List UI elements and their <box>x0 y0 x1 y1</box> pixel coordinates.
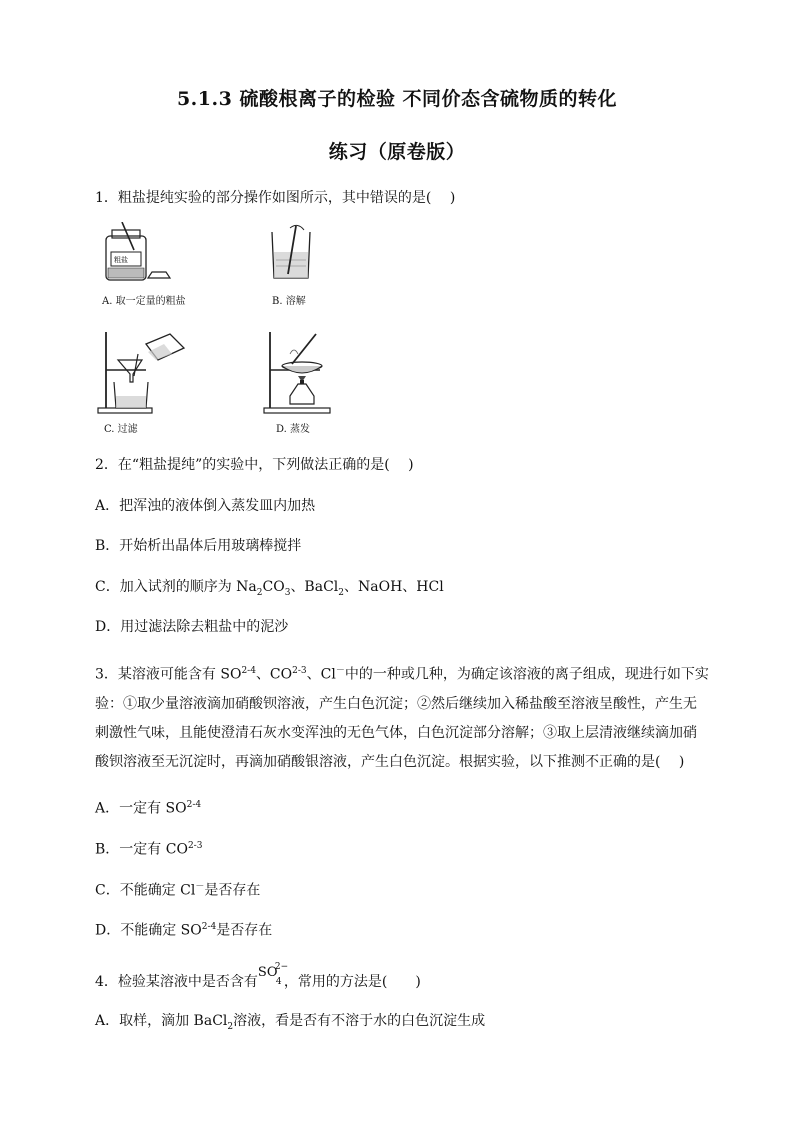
q4-stem: 4．检验某溶液中是否含有 SO 2− 4 ，常用的方法是( ) <box>95 962 421 990</box>
doc-title-line2: 练习（原卷版） <box>328 141 466 163</box>
q3-option-c: C．不能确定 Cl－是否存在 <box>95 882 261 899</box>
q4-ion-formula: SO 2− 4 <box>257 962 289 987</box>
q2-option-c: C．加入试剂的顺序为 $Na_2CO_3$、BaCl$_2$、NaOH、HCl <box>95 579 444 598</box>
q2-stem: 2．在“粗盐提纯”的实验中，下列做法正确的是( ) <box>95 457 414 473</box>
q3-option-d: D．不能确定 SO$^{2-4}$是否存在 <box>95 922 273 939</box>
fig-c-caption: C. 过滤 <box>104 424 138 435</box>
fig-a-caption: A. 取一定量的粗盐 <box>102 296 186 307</box>
q2-option-d: D．用过滤法除去粗盐中的泥沙 <box>95 619 289 635</box>
q3-option-a: A．一定有 SO$^{2-4}$ <box>95 800 202 817</box>
fig-a-take-salt <box>100 222 180 284</box>
fig-d-evaporate <box>262 330 342 414</box>
fig-d-caption: D. 蒸发 <box>276 424 311 435</box>
doc-title-line1: 5.1.3 硫酸根离子的检验 不同价态含硫物质的转化 <box>176 88 618 110</box>
q4-option-a: A．取样，滴加 BaCl$_2$溶液，看是否有不溶于水的白色沉淀生成 <box>95 1013 486 1032</box>
jar-label: 粗盐 <box>114 256 128 264</box>
q3-stem: 3．某溶液可能含有 SO$^{2-4}$、CO$^{2-3}$、Cl－中的一种或几种，为确定该溶液的离子组成，现进行如下实验：①取少量溶液滴加硝酸钡溶液，产生白色沉淀；②然后继续加入稀盐酸至溶液呈酸性，产生无刺激性气味，且能使澄清石灰水变浑浊的无色气体，白色沉淀部分溶解；③取上层清液继续滴加硝酸钡溶液至无沉淀时，再滴加硝酸银溶液，产生白色沉淀。根据实验，以下推测不正确的是( ) <box>95 666 709 770</box>
q1-stem: 1．粗盐提纯实验的部分操作如图所示，其中错误的是( ) <box>95 190 456 206</box>
q2-option-a: A．把浑浊的液体倒入蒸发皿内加热 <box>95 498 316 514</box>
q2-option-b: B．开始析出晶体后用玻璃棒搅拌 <box>95 538 302 554</box>
fig-b-dissolve <box>268 220 318 282</box>
fig-c-filter <box>96 330 196 414</box>
fig-b-caption: B. 溶解 <box>272 296 306 307</box>
q3-option-b: B．一定有 CO$^{2-3}$ <box>95 841 203 858</box>
